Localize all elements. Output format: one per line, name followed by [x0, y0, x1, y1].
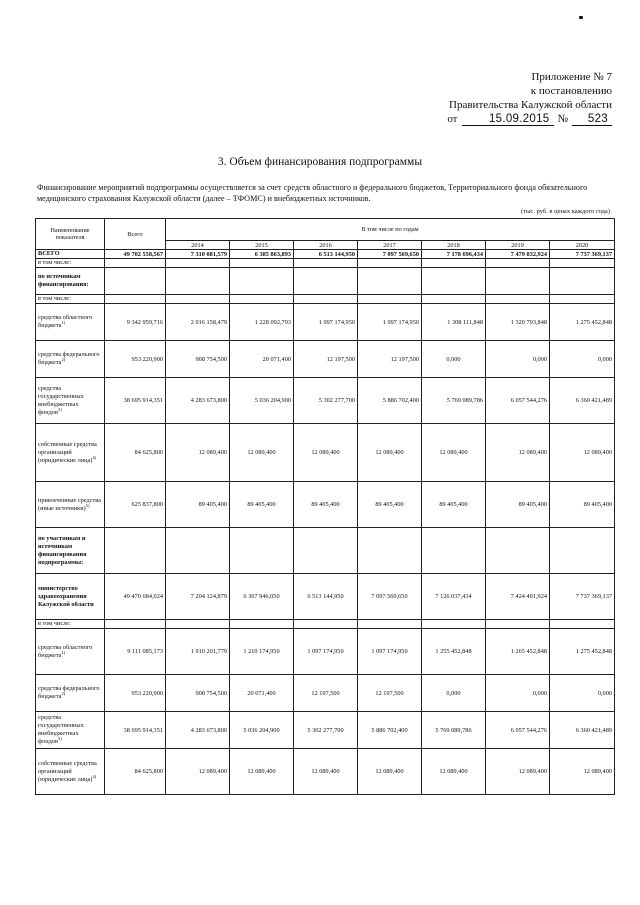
cell-year-2020 [550, 620, 615, 629]
cell-year-2019: 7 424 491,924 [486, 574, 550, 620]
cell-year-2015 [230, 268, 294, 295]
cell-year-2015 [230, 620, 294, 629]
number-value: 523 [572, 113, 612, 126]
cell-year-2014 [166, 620, 230, 629]
cell-year-2018: 5 769 089,786 [422, 378, 486, 424]
table-row [36, 341, 615, 378]
cell-year-2017: 5 886 702,400 [358, 712, 422, 749]
cell-year-2014: 12 089,400 [166, 424, 230, 482]
table-row [36, 378, 615, 424]
table-row [36, 259, 615, 268]
header-name: Наименование показателя [36, 219, 105, 250]
ink-mark [579, 16, 583, 19]
cell-year-2017 [358, 259, 422, 268]
footnote-ref: 1) [61, 649, 66, 655]
cell-year-2019: 6 057 544,276 [486, 712, 550, 749]
row-label: средства государственных внебюджетных фондов$^{3)}$ [36, 712, 105, 749]
cell-year-2014 [166, 528, 230, 574]
cell-year-2017: 5 886 702,400 [358, 378, 422, 424]
cell-year-2019: 0,000 [486, 341, 550, 378]
cell-year-2020: 7 737 369,137 [550, 250, 615, 259]
cell-year-2019: 89 405,400 [486, 482, 550, 528]
cell-year-2014 [166, 295, 230, 304]
cell-total: 9 111 085,173 [105, 629, 166, 675]
cell-year-2014: 4 283 673,800 [166, 378, 230, 424]
row-label: в том числе: [36, 620, 105, 629]
appendix-line-1: Приложение № 7 [531, 71, 612, 83]
cell-year-2016: 1 097 174,950 [294, 304, 358, 341]
cell-year-2015: 6 385 863,893 [230, 250, 294, 259]
cell-year-2014: 89 405,400 [166, 482, 230, 528]
cell-total: 38 695 914,351 [105, 378, 166, 424]
cell-year-2014 [166, 259, 230, 268]
row-label: средства областного бюджета$^{1)}$ [36, 629, 105, 675]
cell-year-2017 [358, 295, 422, 304]
header-year-2019: 2019 [486, 241, 550, 250]
table-row [36, 528, 615, 574]
cell-year-2017 [358, 268, 422, 295]
cell-year-2020: 1 275 452,848 [550, 304, 615, 341]
footnote-ref: 2) [61, 356, 66, 362]
cell-total: 49 470 684,024 [105, 574, 166, 620]
cell-year-2019: 1 265 452,848 [486, 629, 550, 675]
cell-year-2014: 7 310 081,579 [166, 250, 230, 259]
cell-year-2016: 1 097 174,950 [294, 629, 358, 675]
cell-year-2017: 1 097 174,950 [358, 304, 422, 341]
cell-year-2020 [550, 295, 615, 304]
table-row [36, 424, 615, 482]
cell-year-2017: 12 197,500 [358, 675, 422, 712]
financing-table [35, 218, 615, 795]
cell-year-2017 [358, 620, 422, 629]
appendix-line-2: к постановлению [530, 85, 612, 97]
cell-year-2019: 7 479 832,924 [486, 250, 550, 259]
cell-total: 38 695 914,351 [105, 712, 166, 749]
cell-year-2017: 7 097 569,650 [358, 574, 422, 620]
row-label: министерство здравоохранения Калужской области [36, 574, 105, 620]
cell-year-2020 [550, 268, 615, 295]
cell-year-2018: 12 089,400 [422, 424, 486, 482]
row-label: средства федерального бюджета$^{2)}$ [36, 341, 105, 378]
row-label: средства государственных внебюджетных фондов$^{3)}$ [36, 378, 105, 424]
cell-year-2016: 5 302 277,700 [294, 378, 358, 424]
header-total: Всего [105, 219, 166, 250]
row-label: в том числе: [36, 295, 105, 304]
row-label: по участникам и источникам финансирования подпрограммы: [36, 528, 105, 574]
cell-year-2020: 1 275 452,848 [550, 629, 615, 675]
table-row [36, 268, 615, 295]
cell-year-2015 [230, 259, 294, 268]
cell-total [105, 259, 166, 268]
header-year-2015: 2015 [230, 241, 294, 250]
cell-year-2018: 1 308 111,848 [422, 304, 486, 341]
cell-year-2018: 5 769 089,786 [422, 712, 486, 749]
header-year-2020: 2020 [550, 241, 615, 250]
cell-year-2014: 4 283 673,800 [166, 712, 230, 749]
cell-year-2015: 20 071,400 [230, 675, 294, 712]
units-note: (тыс. руб. в ценах каждого года) [521, 208, 610, 215]
footnote-ref: 4) [92, 773, 97, 779]
cell-year-2016 [294, 295, 358, 304]
cell-year-2018: 0,000 [422, 675, 486, 712]
cell-year-2018: 1 255 452,848 [422, 629, 486, 675]
table-row [36, 295, 615, 304]
appendix-header [447, 70, 612, 126]
cell-year-2015: 20 071,400 [230, 341, 294, 378]
cell-year-2015 [230, 528, 294, 574]
footnote-ref: 5) [85, 502, 90, 508]
cell-year-2020: 0,000 [550, 675, 615, 712]
cell-year-2019: 6 057 544,276 [486, 378, 550, 424]
cell-year-2020: 6 360 421,489 [550, 378, 615, 424]
cell-year-2016: 89 405,400 [294, 482, 358, 528]
cell-year-2020: 89 405,400 [550, 482, 615, 528]
cell-year-2018 [422, 528, 486, 574]
cell-year-2015: 12 089,400 [230, 749, 294, 795]
cell-year-2015: 1 210 174,950 [230, 629, 294, 675]
cell-year-2019 [486, 528, 550, 574]
cell-year-2015: 5 036 204,900 [230, 378, 294, 424]
cell-total [105, 295, 166, 304]
date-line [447, 112, 612, 126]
table-row [36, 675, 615, 712]
row-label: собственные средства организаций (юридические лица)$^{4)}$ [36, 424, 105, 482]
cell-year-2020: 0,000 [550, 341, 615, 378]
row-label: в том числе: [36, 259, 105, 268]
cell-year-2018: 0,000 [422, 341, 486, 378]
table-row [36, 482, 615, 528]
cell-year-2014: 908 754,500 [166, 341, 230, 378]
row-label: по источникам финансирования: [36, 268, 105, 295]
cell-year-2014: 2 016 158,479 [166, 304, 230, 341]
header-year-2014: 2014 [166, 241, 230, 250]
cell-total: 84 625,800 [105, 749, 166, 795]
cell-year-2015: 1 228 092,793 [230, 304, 294, 341]
table-row [36, 574, 615, 620]
row-label: средства областного бюджета$^{1)}$ [36, 304, 105, 341]
cell-year-2017: 12 197,500 [358, 341, 422, 378]
intro-paragraph: Финансирование мероприятий подпрограммы осуществляется за счет средств областного и федерального бюджетов, Территориального фонда обязательного медицинского страхования Калужской области (далее – ТФОМС) и внебюджетных источников. [37, 183, 588, 203]
footnote-ref: 2) [61, 690, 66, 696]
cell-year-2018: 12 089,400 [422, 749, 486, 795]
cell-total: 625 837,800 [105, 482, 166, 528]
cell-year-2019: 12 089,400 [486, 749, 550, 795]
appendix-line-3: Правительства Калужской области [449, 99, 612, 111]
row-label: средства федерального бюджета$^{2)}$ [36, 675, 105, 712]
cell-year-2019 [486, 268, 550, 295]
cell-year-2014 [166, 268, 230, 295]
cell-year-2018 [422, 259, 486, 268]
cell-total [105, 528, 166, 574]
cell-year-2020: 7 737 369,137 [550, 574, 615, 620]
cell-year-2016: 12 089,400 [294, 749, 358, 795]
footnote-ref: 4) [92, 454, 97, 460]
cell-year-2015: 6 367 946,050 [230, 574, 294, 620]
cell-year-2018 [422, 620, 486, 629]
cell-year-2020: 6 360 421,489 [550, 712, 615, 749]
cell-year-2019: 0,000 [486, 675, 550, 712]
header-year-2017: 2017 [358, 241, 422, 250]
cell-year-2019: 12 089,400 [486, 424, 550, 482]
cell-year-2017: 12 089,400 [358, 424, 422, 482]
cell-total: 953 220,900 [105, 341, 166, 378]
table-row [36, 629, 615, 675]
header-year-2016: 2016 [294, 241, 358, 250]
date-value: 15.09.2015 [462, 113, 554, 126]
table-row [36, 749, 615, 795]
header-year-2018: 2018 [422, 241, 486, 250]
table-row [36, 250, 615, 259]
row-label: привлеченные средства (иные источники)$^{5)}$ [36, 482, 105, 528]
cell-total [105, 268, 166, 295]
header-by-years: В том числе по годам [166, 219, 615, 241]
cell-year-2020 [550, 259, 615, 268]
cell-total: 49 702 558,567 [105, 250, 166, 259]
cell-year-2017: 89 405,400 [358, 482, 422, 528]
number-prefix: № [557, 113, 568, 125]
row-label: ВСЕГО [36, 250, 105, 259]
cell-year-2014: 12 089,400 [166, 749, 230, 795]
cell-year-2016: 6 513 144,950 [294, 574, 358, 620]
cell-year-2016 [294, 620, 358, 629]
cell-total: 84 625,800 [105, 424, 166, 482]
cell-year-2014: 7 204 124,879 [166, 574, 230, 620]
cell-year-2020 [550, 528, 615, 574]
cell-year-2016 [294, 528, 358, 574]
cell-year-2015: 89 405,400 [230, 482, 294, 528]
cell-year-2018: 7 126 037,434 [422, 574, 486, 620]
row-label: собственные средства организаций (юридические лица)$^{4)}$ [36, 749, 105, 795]
cell-year-2017: 12 089,400 [358, 749, 422, 795]
cell-year-2019 [486, 620, 550, 629]
cell-year-2018: 89 405,400 [422, 482, 486, 528]
cell-total: 9 342 959,716 [105, 304, 166, 341]
footnote-ref: 3) [57, 735, 62, 741]
cell-year-2016 [294, 268, 358, 295]
table-row [36, 304, 615, 341]
cell-year-2017 [358, 528, 422, 574]
cell-year-2019 [486, 295, 550, 304]
cell-year-2015: 5 036 204,900 [230, 712, 294, 749]
footnote-ref: 3) [57, 406, 62, 412]
cell-year-2016: 12 089,400 [294, 424, 358, 482]
cell-year-2018 [422, 268, 486, 295]
cell-year-2018: 7 178 696,434 [422, 250, 486, 259]
table-row [36, 620, 615, 629]
cell-year-2019 [486, 259, 550, 268]
cell-year-2015: 12 089,400 [230, 424, 294, 482]
cell-year-2016: 5 302 277,700 [294, 712, 358, 749]
date-prefix: от [447, 113, 458, 125]
cell-year-2017: 1 097 174,950 [358, 629, 422, 675]
cell-total: 953 220,900 [105, 675, 166, 712]
cell-year-2017: 7 097 569,650 [358, 250, 422, 259]
cell-year-2016: 6 513 144,950 [294, 250, 358, 259]
cell-year-2019: 1 320 793,848 [486, 304, 550, 341]
table-row [36, 712, 615, 749]
cell-year-2020: 12 089,400 [550, 749, 615, 795]
cell-year-2014: 1 910 201,779 [166, 629, 230, 675]
section-title: 3. Объем финансирования подпрограммы [217, 156, 423, 168]
cell-year-2016: 12 197,500 [294, 675, 358, 712]
cell-year-2016 [294, 259, 358, 268]
footnote-ref: 1) [61, 319, 66, 325]
cell-total [105, 620, 166, 629]
cell-year-2016: 12 197,500 [294, 341, 358, 378]
cell-year-2015 [230, 295, 294, 304]
cell-year-2020: 12 089,400 [550, 424, 615, 482]
cell-year-2014: 908 754,500 [166, 675, 230, 712]
cell-year-2018 [422, 295, 486, 304]
